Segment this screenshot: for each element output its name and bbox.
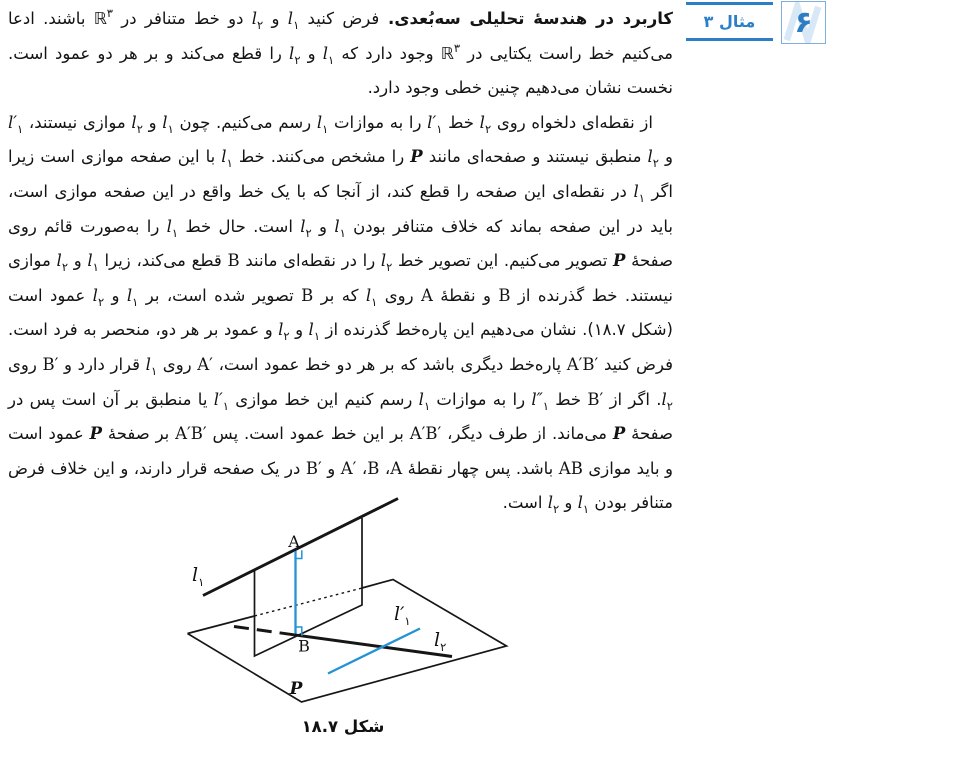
figure-caption: شکل ۱۸.۷ (301, 717, 385, 736)
chapter-number: ۶ (794, 4, 813, 40)
label-line-l2: $l_۲$ (434, 629, 447, 654)
paragraph-intro: کاربرد در هندسهٔ تحلیلی سه‌بُعدی. فرض کنید $l_۱$ و $l_۲$ دو خط متنافر در ℝ$^۳$ باشند. ادعا می‌کنیم خط راست یکتایی در ℝ$^۳$ وجود دارد که $l_۱$ و $l_۲$ را قطع می‌کند و بر هر دو عمود است. نخست نشان می‌دهیم چنین خطی وجود دارد. (8, 6, 673, 98)
figure-diagram (150, 488, 570, 720)
label-point-a: A (288, 532, 300, 551)
line-l2 (294, 635, 452, 657)
example-header (686, 0, 773, 41)
line-l2-hidden (234, 627, 294, 635)
paragraph-proof: از نقطه‌ای دلخواه روی $l_۲$ خط $l'_۱$ را به موازات $l_۱$ رسم می‌کنیم. چون $l_۱$ و $l_۲$ موازی نیستند، $l'_۱$ و $l_۲$ منطبق نیستند و صفحه‌ای مانند P را مشخص می‌کنند. خط $l_۱$ با این صفحه موازی است زیرا اگر $l_۱$ در نقطه‌ای این صفحه را قطع کند، از آنجا که با یک خط واقع در این صفحه موازی است، باید در این صفحه بماند که خلاف متنافر بودن $l_۱$ و $l_۲$ است. حال خط $l_۱$ را به‌صورت قائم روی صفحهٔ P تصویر می‌کنیم. این تصویر خط $l_۲$ را در نقطه‌ای مانند B قطع می‌کند، زیرا $l_۱$ و $l_۲$ موازی نیستند. خط گذرنده از B و نقطهٔ A روی $l_۱$ که بر B تصویر شده است، بر $l_۱$ و $l_۲$ عمود است (شکل ۱۸.۷). نشان می‌دهیم این پاره‌خط گذرنده از $l_۱$ و $l_۲$ و عمود بر هر دو، منحصر به فرد است. فرض کنید A′B′ پاره‌خط دیگری باشد که بر هر دو خط عمود است، A′ روی $l_۱$ قرار دارد و B′ روی $l_۲$. اگر از B′ خط $l''_۱$ را به موازات $l_۱$ رسم کنیم این خط موازی $l'_۱$ یا منطبق بر آن است پس در صفحهٔ P می‌ماند. از طرف دیگر، A′B′ بر این خط عمود است. پس A′B′ بر صفحهٔ P عمود است و باید موازی AB باشد. پس چهار نقطهٔ A، B، A′ و B′ در یک صفحه قرار دارند، و این خلاف فرض متنافر بودن $l_۱$ و $l_۲$ است. (8, 112, 674, 517)
line-l1 (203, 499, 398, 596)
label-point-b: B (298, 636, 310, 656)
header-rule-bottom (686, 38, 773, 41)
example-label: مثال ۳ (703, 12, 756, 31)
label-line-l1: $l_۱$ (192, 564, 205, 589)
article-text (8, 2, 673, 521)
chapter-number-box (781, 1, 826, 44)
label-plane-p: P (289, 679, 303, 699)
label-line-l1-prime: $l'_۱$ (394, 603, 411, 628)
